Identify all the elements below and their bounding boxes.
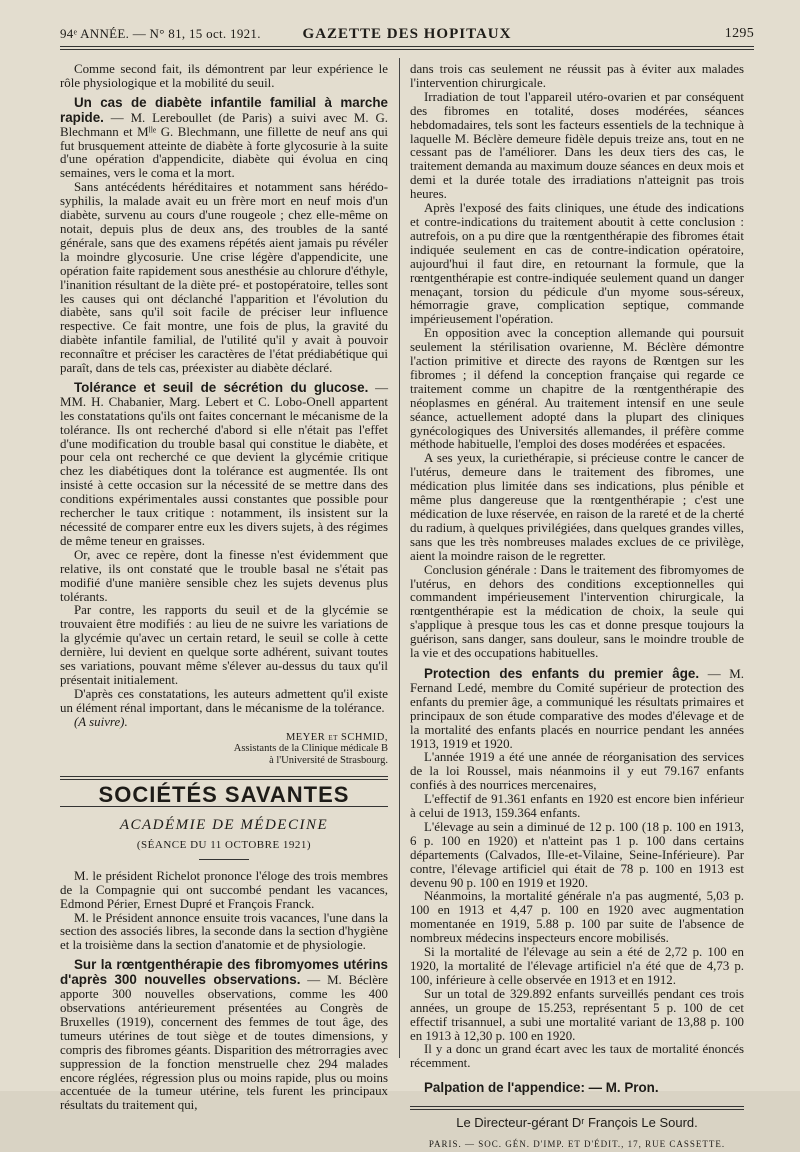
article-rontgen — [60, 958, 388, 1113]
paragraph: D'après ces constatations, les auteurs admettent qu'il existe un élément rénal important, dans le mécanisme de la tolérance. — [60, 686, 388, 715]
right-column — [410, 63, 744, 1152]
session-date: (SÉANCE DU 11 OCTOBRE 1921) — [136, 838, 312, 851]
issue-info: 94ᵉ ANNÉE. — N° 81, 15 oct. 1921. — [60, 26, 261, 41]
paragraph-text: — MM. H. Chabanier, Marg. Lebert et C. Lobo-Onell appartent les constatations qu'ils ont faites concernant le mécanisme de la tolérance. Ils ont recherché d'abord si elle n'était pas l'effet d'une modification du trouble basal qui constitue le diabète, et pour cela ont recherché ce que devient la glycémie critique chez les diabétiques dont la tolérance est augmentée. Ils ont insisté à cette occasion sur la nécessité de se mettre dans des conditions expérimentales aussi constantes que possible pour rechercher le taux critique : notamment, ils insistent sur la nécessité de comparer entre eux les divers sujets, à des régimes de même teneur en graisses. — [60, 380, 388, 548]
journal-title: GAZETTE DES HOPITAUX — [302, 26, 512, 42]
signature-block — [60, 732, 388, 767]
paragraph: L'année 1919 a été une année de réorganisation des services de la loi Roussel, mais néanmoins il y eut 79.167 enfants confiés à des nourrices mercenaires, — [410, 750, 744, 793]
signature-names: MEYER et SCHMID, — [285, 731, 388, 743]
signature-university: à l'Université de Strasbourg. — [269, 754, 388, 766]
section-band-title: SOCIÉTÉS SAVANTES — [98, 782, 350, 808]
paragraph: Comme second fait, ils démontrent par leur expérience le rôle physiologique et la mobilité du seuil. — [60, 62, 388, 90]
paragraph: Par contre, les rapports du seuil et de la glycémie se trouvaient être modifiés : au lieu de ne suivre les variations de la glycémie qu'avec un certain retard, le seuil se colle à cette dernière, lui devient en quelque sorte adhérent, suivant toutes ses variations, pouvant même s'élever au-dessus du taux qu'il présentait initialement. — [60, 603, 388, 687]
paragraph: Après l'exposé des faits cliniques, une étude des indications et contre-indications du traitement aboutit à cette conclusion : autrefois, on a pu dire que la rœntgenthérapie des fibromes était indiquée seulement en cas de contre-indication opératoire, aujourd'hui il faut dire, en retournant la formule, que la rœntgenthérapie est contre-indiquée seulement quand un danger menaçant, torsion du pédicule d'un myome sous-séreux, hémorragie grave, complication septique, commande impérieusement l'opération. — [410, 201, 744, 327]
column-divider — [399, 58, 400, 1058]
paragraph: dans trois cas seulement ne réussit pas à éviter aux malades l'intervention chirurgicale. — [410, 62, 744, 90]
paragraph-text: — M. Lereboullet (de Paris) a suivi avec M. G. Blechmann et Mˡˡᵉ G. Blechmann, une fillette de neuf ans qui fut brusquement atteinte de diabète à forte glycosurie à la suite d'une opération d'appendicite, diabète qui évolua en cinq semaines, vers le coma et la mort. — [60, 110, 388, 181]
paragraph: Sur un total de 329.892 enfants surveillés pendant ces trois années, un groupe de 15.253, représentant 5 p. 100 de cet effectif trisannuel, a subi une mortalité variant de 13,88 p. 100 en 1913 à 12,30 p. 100 en 1920. — [410, 986, 744, 1043]
paragraph: Il y a donc un grand écart avec les taux de mortalité énoncés récemment. — [410, 1042, 744, 1071]
paragraph: M. le président Richelot prononce l'éloge des trois membres de la Compagnie qui ont succombé pendant les vacances, Edmond Périer, Ernest Dupré et François Franck. — [60, 868, 388, 911]
section-heading: Sur la rœntgenthérapie des fibromyomes utérins d'après 300 nouvelles observations. — [60, 957, 388, 988]
paragraph: L'élevage au sein a diminué de 12 p. 100 (18 p. 100 en 1913, 6 p. 100 en 1920) et n'atteint pas 1 p. 100 dans certains départements (Calvados, Ille-et-Vilaine, Seine-Inférieure). Par contre, l'élevage artificiel qui était de 78 p. 100 en 1913 est devenu 90 p. 100 en 1919 et 1920. — [410, 819, 744, 890]
paragraph: En opposition avec la conception allemande qui poursuit seulement la stérilisation ovarienne, M. Béclère démontre l'action primitive et directe des rayons de Rœntgen sur les fibromes ; il défend la conception française qui regarde ce traitement comme un chapitre de la rœntgenthérapie des néoplasmes en général. Au traitement intensif en une seule séance, actuellement adopté dans la plupart des cliniques gynécologiques des Universités allemandes, il préfère comme méthode habituelle, l'emploi des doses modérées et espacées. — [410, 326, 744, 452]
article-palpation — [410, 1081, 744, 1096]
director-line: Le Directeur-gérant Dʳ François Le Sourd. — [456, 1115, 698, 1131]
to-be-continued: (A suivre). — [74, 714, 128, 729]
section-heading: Protection des enfants du premier âge. — [424, 665, 700, 681]
signature-affiliation: Assistants de la Clinique médicale B — [233, 743, 388, 755]
paragraph-text: — M. Béclère apporte 300 nouvelles observations, comme les 400 observations antérieurement présentées au Congrès de Bruxelles (1919), concernent des femmes de tout âge, des tumeurs utérines de tout siège et de toutes dimensions, y compris des fibromes géants. Disparition des métrorragies avec suppression de la fonction menstruelle chez 294 malades encore réglées, régression plus ou moins rapide, plus ou moins accentuée de la tumeur utérine, tels furent les principaux résultats du traitement qui, — [60, 973, 388, 1113]
section-rule — [60, 776, 388, 780]
paragraph: Si la mortalité de l'élevage au sein a été de 2,72 p. 100 en 1920, la mortalité de l'élevage artificiel n'a été que de 4,73 p. 100, inférieure à celle observée en 1913 et en 1912. — [410, 945, 744, 987]
paragraph: L'effectif de 91.361 enfants en 1920 est encore bien inférieur à celui de 1913, 159.364 enfants. — [410, 792, 744, 821]
left-column — [60, 63, 388, 1113]
header-rule — [60, 46, 754, 50]
footer-rule — [410, 1106, 744, 1110]
paragraph: A ses yeux, la curiethérapie, si précieuse contre le cancer de l'utérus, demeure dans le traitement des fibromes, une médication plus limitée dans ses indications, plus pénible et même plus dangereuse que la rœntgenthérapie ; c'est une médication de luxe réservée, en raison de la rareté et de la cherté du radium, à quelques privilégiées, dans quelques grandes villes, sans que les très nombreuses malades exclues de ce privilège, aient la moindre raison de le regretter. — [410, 451, 744, 563]
section-heading: Palpation de l'appendice: — M. Pron. — [424, 1080, 659, 1096]
short-rule — [199, 859, 249, 860]
section-heading: Un cas de diabète infantile familial à marche rapide. — [60, 94, 388, 125]
paragraph: Conclusion générale : Dans le traitement des fibromyomes de l'utérus, en dehors des conditions exceptionnelles qui commandent impérieusement l'intervention chirurgicale, la rœntgenthérapie est la médication de choix, la seule qui s'applique à presque tous les cas et donne presque toujours la guérison, sans danger, sans douleur, sans le moindre trouble de la vie et des occupations habituelles. — [410, 562, 744, 661]
academy-title: ACADÉMIE DE MÉDECINE — [119, 817, 329, 833]
page-number: 1295 — [724, 26, 754, 41]
paragraph: Irradiation de tout l'appareil utéro-ovarien et par conséquent des fibromes en totalité, doses modérées, séances hebdomadaires, tels sont les facteurs essentiels de la technique à laquelle M. Béclère demeure fidèle depuis treize ans, tout en ne cessant pas de l'améliorer. Dans les deux tiers des cas, le traitement demanda au maximum douze séances en deux mois et demi et la durée totale des irradiations n'atteignit pas trois heures. — [410, 89, 744, 202]
article-diabete — [60, 96, 388, 181]
paragraph: Or, avec ce repère, dont la finesse n'est évidemment que relative, ils ont constaté que le trouble basal ne s'était pas modifié d'une manière sensible chez les sujets devenus plus tolérants. — [60, 547, 388, 604]
paragraph: Néanmoins, la mortalité générale n'a pas augmenté, 5,03 p. 100 en 1913 et 4,47 p. 100 en 1920 avec augmentation momentanée en 1919, 5.88 p. 100 par suite de l'absence de nombreux médecins inspecteurs encore mobilisés. — [410, 889, 744, 946]
paragraph: M. le Président annonce ensuite trois vacances, l'une dans la section des associés libres, la seconde dans la section d'hygiène et la troisième dans la section d'anatomie et de physiologie. — [60, 910, 388, 953]
article-protection — [410, 667, 744, 751]
printer-imprint: PARIS. — SOC. GÉN. D'IMP. ET D'ÉDIT., 17, RUE CASSETTE. — [428, 1139, 726, 1150]
article-tolerance — [60, 381, 388, 549]
paragraph-text: — M. Fernand Ledé, membre du Comité supérieur de protection des enfants du premier âge, a communiqué les résultats primaires et principaux de son étude comparative des modes d'élevage et de la mortalité des enfants placés en nourrice pendant les années 1913, 1919 et 1920. — [410, 666, 744, 751]
paragraph: Sans antécédents héréditaires et notamment sans hérédo-syphilis, la malade avait eu un frère mort en neuf mois d'un diabète, survenu au cours d'une rougeole ; chez elle-même on notait, depuis plus de deux ans, des troubles de la santé générale, sans que des examens répétés aient jamais pu révéler la moindre glycosurie. Une crise légère d'appendicite, une opération faite rapidement sous anesthésie au chlorure d'éthyle, l'inanition résultant de la diète pré- et postopératoire, telles sont les causes qui ont déclanché l'apparition et l'évolution du diabète, sans qu'il soit facile de préciser leur influence respective. Ce fait montre, une fois de plus, la gravité du diabète infantile familial, de l'utilité qu'il y avait à pouvoir reconnaître et préciser les caractères de l'état prédiabétique qui paraît, dans de tels cas, préexister au diabète déclaré. — [60, 180, 388, 376]
section-heading: Tolérance et seuil de sécrétion du glucose. — [74, 379, 369, 395]
running-header — [60, 26, 754, 44]
